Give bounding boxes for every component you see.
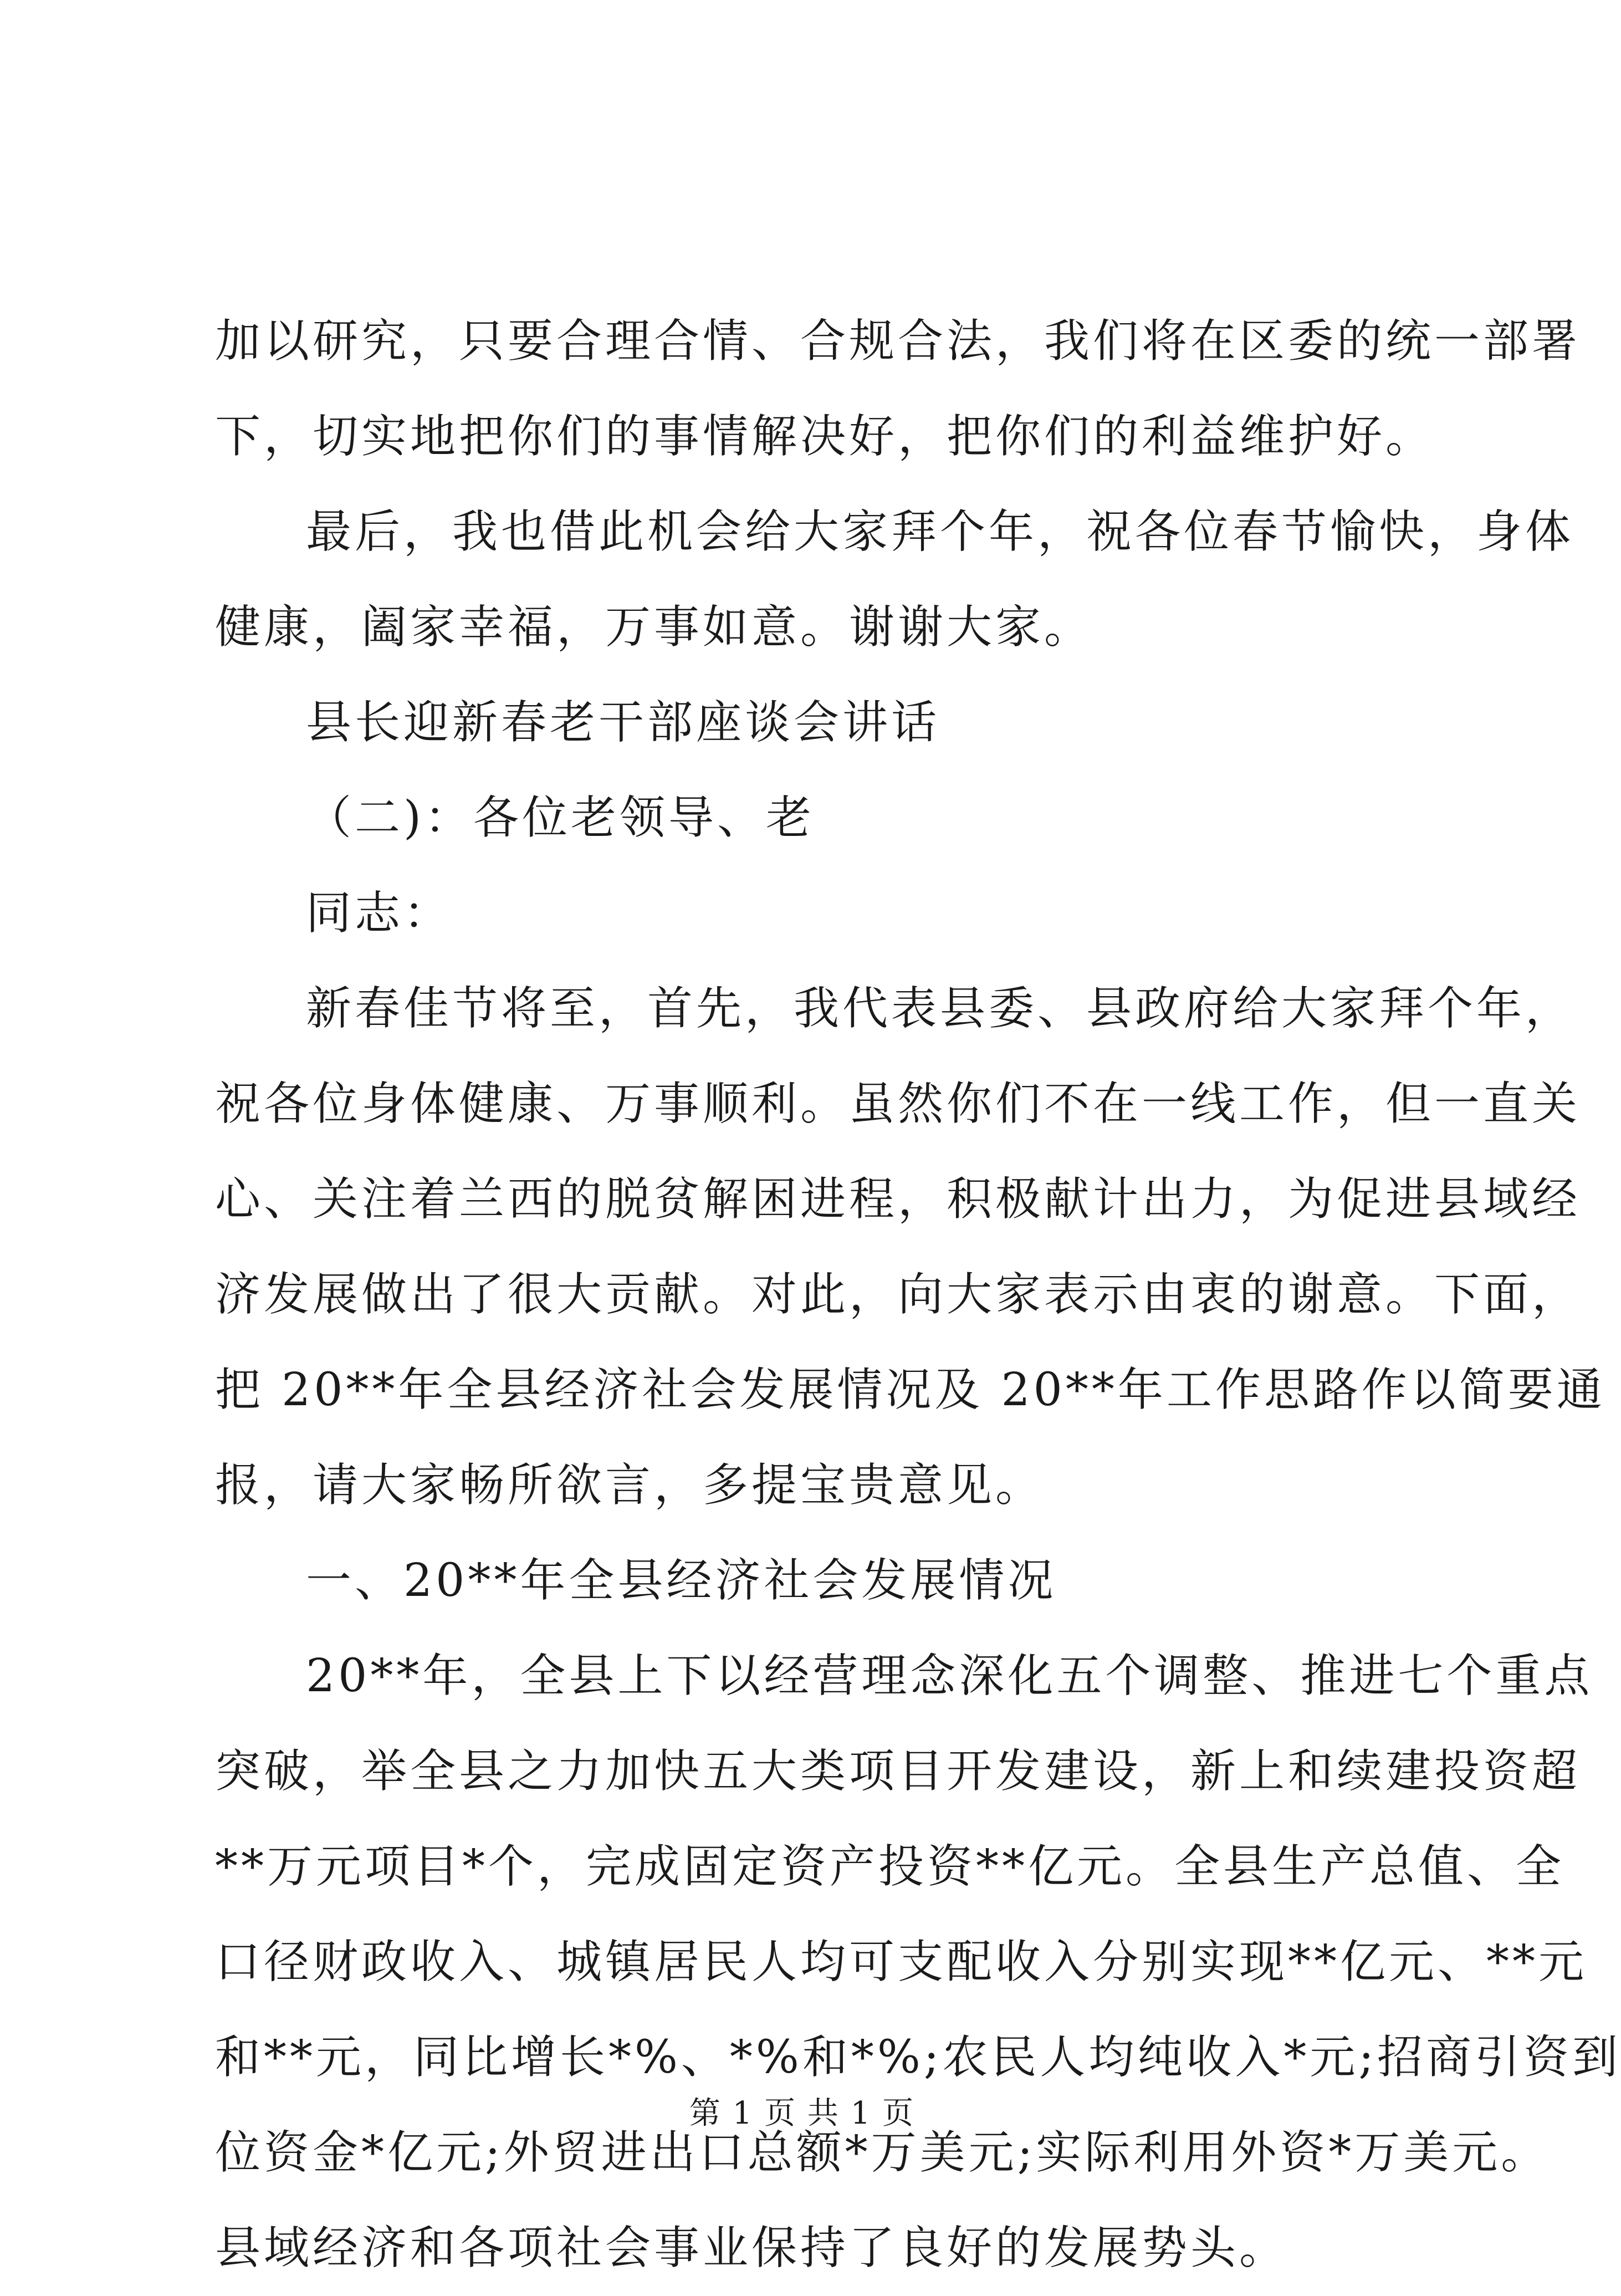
text-line-17: **万元项目*个，完成固定资产投资**亿元。全县生产总值、全 bbox=[215, 1840, 1565, 1893]
section-heading: 一、20**年全县经济社会发展情况 bbox=[306, 1554, 1057, 1607]
text-line-19: 和**元，同比增长*%、*%和*%;农民人均纯收入*元;招商引资到 bbox=[215, 2031, 1621, 2084]
page-footer: 第 1 页 共 1 页 bbox=[689, 2095, 915, 2131]
document-body bbox=[215, 294, 1621, 2296]
text-line-21: 县域经济和各项社会事业保持了良好的发展势头。 bbox=[215, 2222, 1288, 2274]
salutation-line-2: 同志： bbox=[306, 887, 453, 940]
text-line-2: 下，切实地把你们的事情解决好，把你们的利益维护好。 bbox=[215, 410, 1435, 463]
text-line-9: 祝各位身体健康、万事顺利。虽然你们不在一线工作，但一直关 bbox=[215, 1078, 1581, 1130]
text-line-10: 心、关注着兰西的脱贫解困进程，积极献计出力，为促进县域经 bbox=[215, 1173, 1581, 1226]
text-line-18: 口径财政收入、城镇居民人均可支配收入分别实现**亿元、**元 bbox=[215, 1936, 1588, 1988]
text-line-16: 突破，举全县之力加快五大类项目开发建设，新上和续建投资超 bbox=[215, 1745, 1581, 1798]
text-line-15: 20**年，全县上下以经营理念深化五个调整、推进七个重点 bbox=[306, 1650, 1593, 1702]
salutation-line-1: （二)：各位老领导、老 bbox=[306, 792, 815, 844]
text-line-12: 把 20**年全县经济社会发展情况及 20**年工作思路作以简要通 bbox=[215, 1364, 1605, 1416]
text-line-4: 健康，阖家幸福，万事如意。谢谢大家。 bbox=[215, 601, 1093, 654]
text-line-3: 最后，我也借此机会给大家拜个年，祝各位春节愉快，身体 bbox=[306, 506, 1574, 558]
text-line-1: 加以研究，只要合理合情、合规合法，我们将在区委的统一部署 bbox=[215, 315, 1581, 368]
text-line-13: 报，请大家畅所欲言，多提宝贵意见。 bbox=[215, 1459, 1045, 1512]
section-title: 县长迎新春老干部座谈会讲话 bbox=[306, 696, 940, 749]
text-line-20: 位资金*亿元;外贸进出口总额*万美元;实际利用外资*万美元。 bbox=[215, 2126, 1550, 2179]
text-line-11: 济发展做出了很大贡献。对此，向大家表示由衷的谢意。下面， bbox=[215, 1268, 1581, 1321]
text-line-8: 新春佳节将至，首先，我代表县委、县政府给大家拜个年， bbox=[306, 982, 1574, 1035]
